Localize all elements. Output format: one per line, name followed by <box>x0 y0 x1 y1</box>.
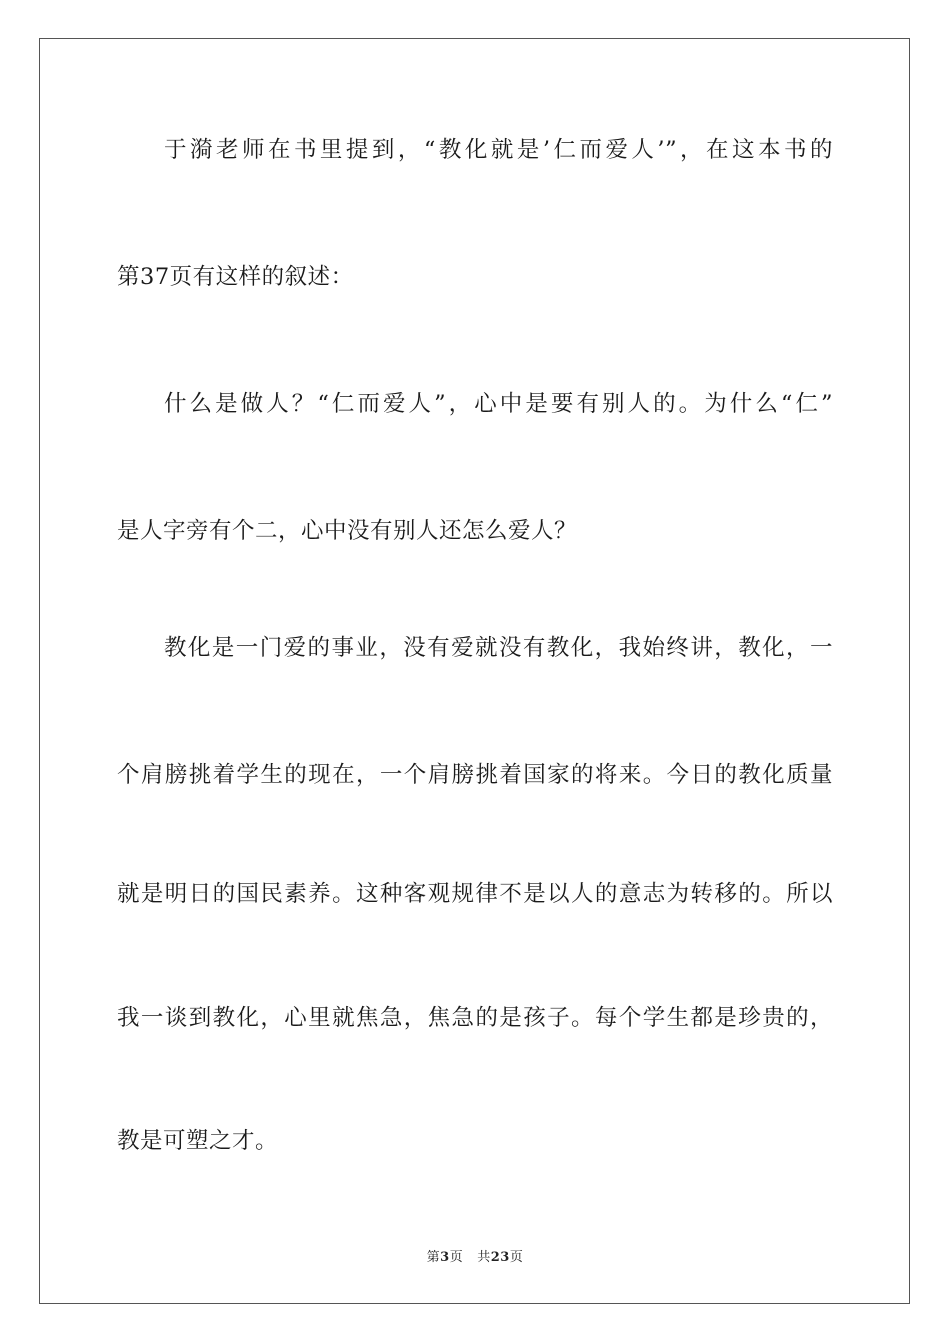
paragraph-1-continued <box>117 214 833 341</box>
total-prefix: 共 <box>477 1250 491 1265</box>
paragraph-line: 于漪老师在书里提到，“教化就是’仁而爱人’”，在这本书的 <box>164 137 833 163</box>
total-pages-number: 23 <box>490 1250 510 1265</box>
page-suffix: 页 <box>449 1250 464 1265</box>
paragraph-1 <box>117 87 833 214</box>
total-suffix: 页 <box>509 1250 524 1265</box>
paragraph-line: 就是明日的国民素养。这种客观规律不是以人的意志为转移的。所以 <box>117 881 833 907</box>
page-footer <box>0 1246 950 1265</box>
paragraph-line: 什么是做人？“仁而爱人”，心中是要有别人的。为什么“仁” <box>164 391 833 417</box>
paragraph-3-line-2 <box>117 712 833 839</box>
paragraph-line: 教是可塑之才。 <box>117 1128 279 1154</box>
current-page-number: 3 <box>440 1250 450 1265</box>
paragraph-line: 教化是一门爱的事业，没有爱就没有教化，我始终讲，教化，一 <box>164 635 833 661</box>
paragraph-2 <box>117 341 833 468</box>
page-prefix: 第 <box>426 1250 441 1265</box>
paragraph-3-line-5 <box>117 1078 833 1205</box>
paragraph-2-continued <box>117 468 833 595</box>
paragraph-line: 个肩膀挑着学生的现在，一个肩膀挑着国家的将来。今日的教化质量 <box>117 762 833 788</box>
paragraph-3 <box>117 585 833 712</box>
paragraph-line: 我一谈到教化，心里就焦急，焦急的是孩子。每个学生都是珍贵的， <box>117 1005 833 1031</box>
paragraph-3-line-4 <box>117 955 833 1082</box>
paragraph-3-line-3 <box>117 831 833 958</box>
paragraph-line: 是人字旁有个二，心中没有别人还怎么爱人？ <box>117 518 578 544</box>
paragraph-line: 第37页有这样的叙述： <box>117 264 354 290</box>
